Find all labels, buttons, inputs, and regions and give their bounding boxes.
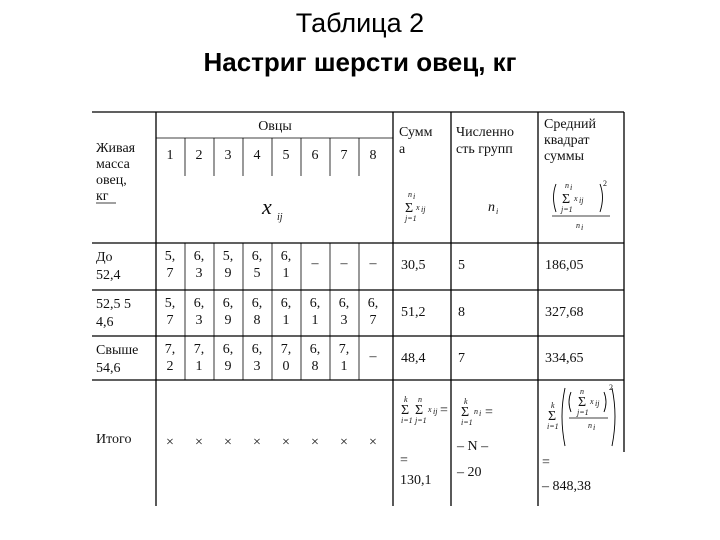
sheep-number: 7: [340, 148, 348, 163]
svg-text:k: k: [404, 395, 408, 404]
row-sum: 30,5: [401, 258, 426, 273]
row-cell: –: [369, 256, 377, 271]
total-mean-square-formula-icon: [547, 383, 615, 446]
row-count: 8: [458, 305, 465, 320]
row-cell: 9: [224, 313, 232, 328]
svg-text:n: n: [580, 387, 584, 396]
total-sum-line: =: [400, 453, 408, 468]
sheep-number: 4: [253, 148, 261, 163]
row-cell: 1: [282, 266, 290, 281]
row-label: Свыше: [96, 343, 139, 358]
row-cell: 5: [253, 266, 261, 281]
header-mass: [96, 141, 136, 204]
sheep-number: 2: [195, 148, 203, 163]
sheep-number: 3: [224, 148, 232, 163]
header-count-line: Численно: [456, 125, 514, 140]
svg-text:x: x: [590, 397, 594, 406]
header-x-symbol: x: [262, 194, 272, 219]
svg-text:i: i: [413, 192, 416, 201]
svg-text:Σ: Σ: [405, 201, 414, 216]
row-mean-square: 327,68: [545, 305, 584, 320]
svg-text:Σ: Σ: [461, 405, 470, 420]
header-mean-square-line: Средний: [544, 117, 596, 132]
header-mean-square-line: суммы: [544, 149, 584, 164]
row-label: 4,6: [96, 315, 114, 330]
row-mean-square: 186,05: [545, 258, 584, 273]
total-sum-line: 130,1: [400, 473, 432, 488]
header-x-subscript: ij: [277, 212, 283, 223]
svg-text:2: 2: [603, 179, 607, 188]
total-sum-formula-icon: [401, 395, 448, 425]
row-sum: 51,2: [401, 305, 426, 320]
header-mean-square-line: квадрат: [544, 133, 590, 148]
row-cell: 8: [253, 313, 261, 328]
header-mass-line: овец,: [96, 173, 127, 188]
svg-text:n: n: [408, 190, 412, 199]
total-count-line: – N –: [457, 439, 489, 454]
svg-text:j=1: j=1: [561, 205, 573, 214]
svg-text:k: k: [551, 401, 555, 410]
row-cell: 6,: [338, 296, 350, 311]
row-cell: 7: [369, 313, 377, 328]
svg-text:ij: ij: [421, 205, 426, 214]
total-count-formula-icon: [461, 397, 481, 427]
total-cell: ×: [340, 435, 348, 450]
row-cell: 6,: [251, 249, 263, 264]
sheep-number: 5: [282, 148, 290, 163]
total-count-eq: =: [485, 405, 493, 420]
row-cell: 7,: [280, 342, 292, 357]
row-label: 54,6: [96, 361, 121, 376]
svg-text:Σ: Σ: [562, 192, 571, 207]
sum-formula-icon: [404, 190, 426, 223]
row-cell: 5,: [164, 296, 176, 311]
header-mass-line: Живая: [96, 141, 136, 156]
svg-text:x: x: [428, 405, 432, 414]
row-cell: 6,: [309, 296, 321, 311]
row-cell: –: [311, 256, 319, 271]
row-cell: 2: [166, 359, 174, 374]
svg-text:i: i: [593, 423, 596, 432]
slide-title: Таблица 2: [295, 8, 425, 38]
svg-text:ij: ij: [579, 196, 584, 205]
row-label: 52,4: [96, 268, 121, 283]
row-cell: 1: [311, 313, 319, 328]
row-cell: 6,: [251, 296, 263, 311]
row-cell: 7: [166, 313, 174, 328]
header-sum-line: Сумм: [399, 125, 433, 140]
svg-text:2: 2: [609, 383, 613, 392]
row-mean-square: 334,65: [545, 351, 584, 366]
row-count: 5: [458, 258, 465, 273]
row-cell: 6,: [193, 249, 205, 264]
row-cell: 9: [224, 359, 232, 374]
row-cell: 7: [166, 266, 174, 281]
svg-text:x: x: [574, 194, 578, 203]
svg-text:i: i: [581, 223, 584, 232]
header-sum-line: а: [399, 142, 406, 157]
row-cell: –: [340, 256, 348, 271]
row-cell: 8: [311, 359, 319, 374]
table-rows: [96, 249, 584, 376]
total-cell: ×: [195, 435, 203, 450]
svg-text:i=1: i=1: [461, 418, 473, 427]
row-cell: 6,: [222, 342, 234, 357]
total-cell: ×: [282, 435, 290, 450]
row-cell: 1: [195, 359, 203, 374]
row-cell: 6,: [193, 296, 205, 311]
row-cell: 6,: [222, 296, 234, 311]
header-count-line: сть групп: [456, 142, 513, 157]
row-cell: 7,: [193, 342, 205, 357]
row-cell: –: [369, 349, 377, 364]
svg-text:j=1: j=1: [577, 408, 589, 417]
svg-text:n: n: [474, 407, 478, 416]
row-cell: 3: [195, 313, 203, 328]
header-n-symbol: n: [488, 200, 495, 215]
header-mass-line: масса: [96, 157, 130, 172]
svg-text:k: k: [464, 397, 468, 406]
svg-text:ij: ij: [595, 399, 600, 408]
row-count: 7: [458, 351, 465, 366]
row-cell: 6,: [309, 342, 321, 357]
svg-text:n: n: [588, 421, 592, 430]
total-cell: ×: [369, 435, 377, 450]
row-cell: 6,: [280, 249, 292, 264]
sheep-number: 8: [369, 148, 377, 163]
svg-text:ij: ij: [433, 407, 438, 416]
row-cell: 3: [253, 359, 261, 374]
svg-text:=: =: [440, 403, 448, 418]
mean-square-formula-icon: [552, 179, 610, 232]
sheep-number: 6: [311, 148, 319, 163]
row-cell: 5,: [164, 249, 176, 264]
svg-text:n: n: [576, 221, 580, 230]
total-mean-square-line: =: [542, 455, 550, 470]
svg-text:Σ: Σ: [548, 409, 557, 424]
svg-text:Σ: Σ: [578, 395, 587, 410]
row-cell: 0: [282, 359, 290, 374]
row-cell: 7,: [338, 342, 350, 357]
svg-text:j=1: j=1: [405, 214, 417, 223]
svg-text:j=1: j=1: [415, 416, 427, 425]
svg-text:i=1: i=1: [547, 422, 559, 431]
row-cell: 3: [195, 266, 203, 281]
row-label: До: [96, 250, 113, 265]
svg-text:n: n: [565, 181, 569, 190]
total-label: Итого: [96, 432, 132, 447]
row-cell: 6,: [367, 296, 379, 311]
header-sheep: Овцы: [258, 119, 292, 134]
svg-text:x: x: [416, 203, 420, 212]
svg-text:n: n: [418, 395, 422, 404]
row-sum: 48,4: [401, 351, 426, 366]
total-cell: ×: [311, 435, 319, 450]
row-label: 52,5 5: [96, 297, 131, 312]
row-cell: 1: [340, 359, 348, 374]
row-cell: 6,: [280, 296, 292, 311]
sheep-number: 1: [166, 148, 174, 163]
row-cell: 9: [224, 266, 232, 281]
total-row: [96, 383, 615, 494]
row-cell: 7,: [164, 342, 176, 357]
row-cell: 6,: [251, 342, 263, 357]
total-mean-square-line: – 848,38: [542, 479, 591, 494]
header-n-subscript: i: [496, 207, 499, 216]
row-cell: 5,: [222, 249, 234, 264]
svg-text:i: i: [479, 409, 482, 418]
row-cell: 1: [282, 313, 290, 328]
svg-text:i=1: i=1: [401, 416, 413, 425]
svg-text:Σ: Σ: [415, 403, 424, 418]
slide-subtitle: Настриг шерсти овец, кг: [203, 47, 517, 77]
header-sheep-numbers: [167, 148, 377, 163]
total-cell: ×: [253, 435, 261, 450]
row-cell: 3: [340, 313, 348, 328]
svg-text:i: i: [570, 183, 573, 192]
svg-text:Σ: Σ: [401, 403, 410, 418]
total-cell: ×: [166, 435, 174, 450]
total-count-line: – 20: [457, 465, 482, 480]
header-mass-line: кг: [96, 189, 109, 204]
total-cell: ×: [224, 435, 232, 450]
